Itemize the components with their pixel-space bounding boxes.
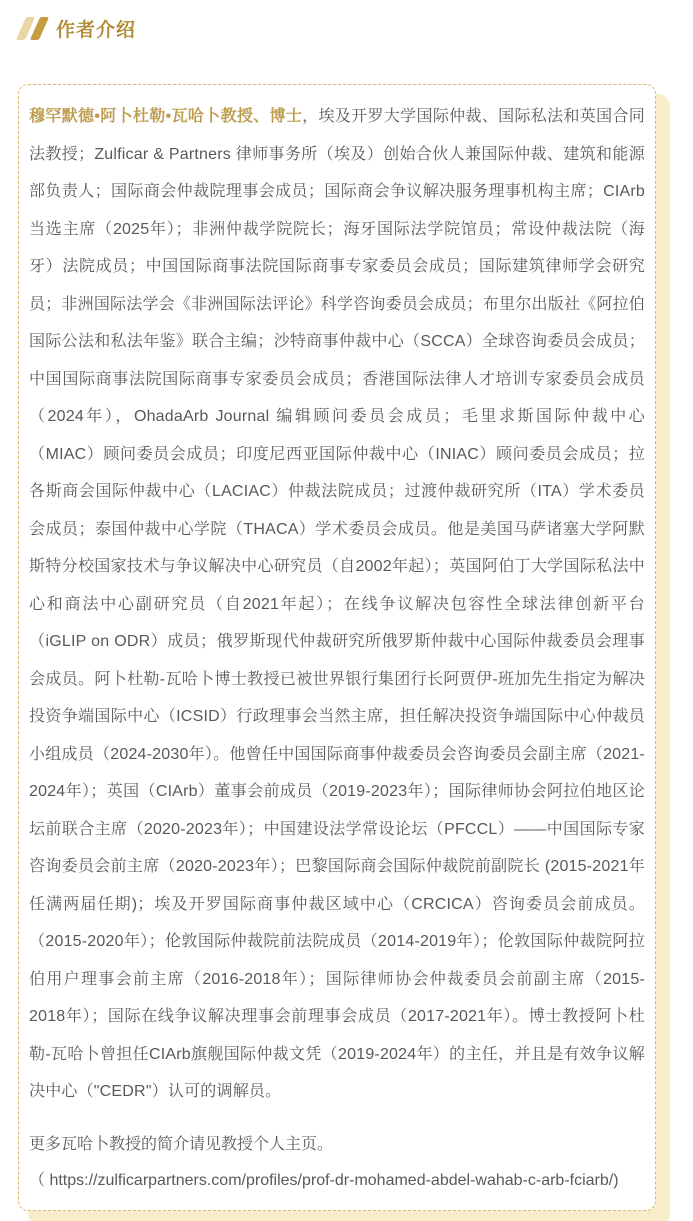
author-name: 穆罕默德•阿卜杜勒•瓦哈卜教授、博士 [29,108,303,125]
more-info-text: 更多瓦哈卜教授的简介请见教授个人主页。 [29,1135,334,1153]
author-bio-text: ，埃及开罗大学国际仲裁、国际私法和英国合同法教授；Zulficar & Partners 律师事务所（埃及）创始合伙人兼国际仲裁、建筑和能源部负责人；国际商会仲裁院理事会成员；国际商会争议解决服务理事机构主席；CIArb 当选主席（2025年）；非洲仲裁学院院长；海牙国际法学院馆员；常设仲裁法院（海牙）法院成员；中国国际商事法院国际商事专家委员会成员；国际建筑律师学会研究员；非洲国际法学会《非洲国际法评论》科学咨询委员会成员；布里尔出版社《阿拉伯国际公法和私法年鉴》联合主编；沙特商事仲裁中心（SCCA）全球咨询委员会成员；中国国际商事法院国际商事专家委员会成员；香港国际法律人才培训专家委员会成员（2024年），OhadaArb Journal 编辑顾问委员会成员；毛里求斯国际仲裁中心（MIAC）顾问委员会成员；印度尼西亚国际仲裁中心（INIAC）顾问委员会成员；拉各斯商会国际仲裁中心（LACIAC）仲裁法院成员；过渡仲裁研究所（ITA）学术委员会成员；泰国仲裁中心学院（THACA）学术委员会成员。他是美国马萨诸塞大学阿默斯特分校国家技术与争议解决中心研究员（自2002年起）；英国阿伯丁大学国际私法中心和商法中心副研究员（自2021年起）；在线争议解决包容性全球法律创新平台（iGLIP on ODR）成员；俄罗斯现代仲裁研究所俄罗斯仲裁中心国际仲裁委员会理事会成员。阿卜杜勒-瓦哈卜博士教授已被世界银行集团行长阿贾伊-班加先生指定为解决投资争端国际中心（ICSID）行政理事会当然主席，担任解决投资争端国际中心仲裁员小组成员（2024-2030年）。他曾任中国国际商事仲裁委员会咨询委员会副主席（2021-2024年）；英国（CIArb）董事会前成员（2019-2023年）；国际律师协会阿拉伯地区论坛前联合主席（2020-2023年）；中国建设法学常设论坛（PFCCL）——中国国际专家咨询委员会前主席（2020-2023年）；巴黎国际商会国际仲裁院前副院长 (2015-2021年任满两届任期)；埃及开罗国际商事仲裁区域中心（CRCICA）咨询委员会前成员。（2015-2020年）；伦敦国际仲裁院前法院成员（2014-2019年）；伦敦国际仲裁院阿拉伯用户理事会前主席（2016-2018年）；国际律师协会仲裁委员会前副主席（2015-2018年）；国际在线争议解决理事会前理事会成员（2017-2021年）。博士教授阿卜杜勒-瓦哈卜曾担任CIArb旗舰国际仲裁文凭（2019-2024年）的主任，并且是有效争议解决中心（"CEDR"）认可的调解员。 [29,108,645,1100]
double-slash-icon [21,17,44,40]
author-bio-paragraph [29,98,645,1111]
page-title: 作者介绍 [56,19,137,41]
author-bio-card [18,84,656,1211]
section-header [21,15,693,41]
profile-url-text: （ https://zulficarpartners.com/profiles/prof-dr-mohamed-abdel-wahab-c-arb-fciarb/) [29,1171,619,1189]
